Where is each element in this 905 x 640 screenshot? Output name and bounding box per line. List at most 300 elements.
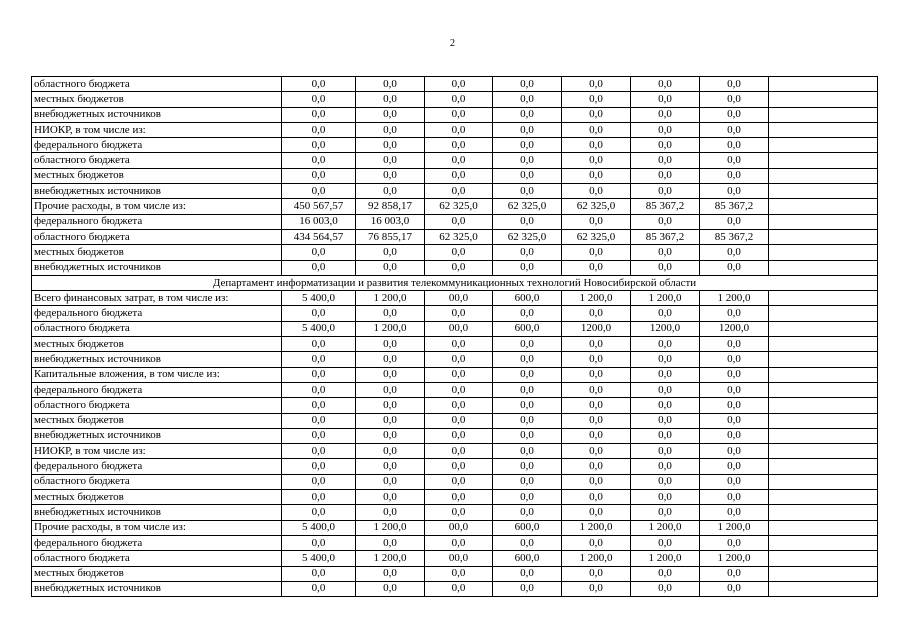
table-row bbox=[32, 138, 878, 153]
table-row bbox=[32, 459, 878, 474]
value-cell: 0,0 bbox=[562, 138, 631, 153]
table-row bbox=[32, 337, 878, 352]
empty-cell bbox=[769, 551, 878, 566]
empty-cell bbox=[769, 77, 878, 92]
value-cell: 600,0 bbox=[493, 551, 562, 566]
value-cell: 0,0 bbox=[700, 138, 769, 153]
value-cell: 0,0 bbox=[631, 214, 700, 229]
value-cell: 0,0 bbox=[700, 566, 769, 581]
empty-cell bbox=[769, 413, 878, 428]
value-cell: 0,0 bbox=[356, 107, 425, 122]
value-cell: 5 400,0 bbox=[282, 551, 356, 566]
value-cell: 0,0 bbox=[356, 306, 425, 321]
value-cell: 0,0 bbox=[562, 474, 631, 489]
value-cell: 0,0 bbox=[282, 398, 356, 413]
value-cell: 0,0 bbox=[631, 138, 700, 153]
empty-cell bbox=[769, 214, 878, 229]
value-cell: 0,0 bbox=[562, 306, 631, 321]
value-cell: 0,0 bbox=[700, 245, 769, 260]
empty-cell bbox=[769, 382, 878, 397]
table-row bbox=[32, 398, 878, 413]
empty-cell bbox=[769, 459, 878, 474]
value-cell: 0,0 bbox=[493, 138, 562, 153]
value-cell: 0,0 bbox=[425, 459, 493, 474]
empty-cell bbox=[769, 398, 878, 413]
value-cell: 0,0 bbox=[356, 382, 425, 397]
value-cell: 0,0 bbox=[700, 444, 769, 459]
value-cell: 0,0 bbox=[700, 168, 769, 183]
table-row bbox=[32, 245, 878, 260]
value-cell: 0,0 bbox=[425, 413, 493, 428]
value-cell: 0,0 bbox=[356, 260, 425, 275]
value-cell: 0,0 bbox=[631, 245, 700, 260]
value-cell: 0,0 bbox=[356, 581, 425, 596]
value-cell: 0,0 bbox=[425, 352, 493, 367]
table-row bbox=[32, 214, 878, 229]
empty-cell bbox=[769, 337, 878, 352]
empty-cell bbox=[769, 229, 878, 244]
value-cell: 0,0 bbox=[700, 413, 769, 428]
value-cell: 0,0 bbox=[562, 245, 631, 260]
value-cell: 0,0 bbox=[425, 382, 493, 397]
value-cell: 62 325,0 bbox=[425, 229, 493, 244]
value-cell: 0,0 bbox=[700, 474, 769, 489]
value-cell: 0,0 bbox=[700, 92, 769, 107]
table-row bbox=[32, 505, 878, 520]
value-cell: 0,0 bbox=[425, 337, 493, 352]
row-label: федерального бюджета bbox=[32, 138, 282, 153]
value-cell: 0,0 bbox=[700, 184, 769, 199]
empty-cell bbox=[769, 505, 878, 520]
value-cell: 0,0 bbox=[282, 184, 356, 199]
value-cell: 0,0 bbox=[425, 77, 493, 92]
value-cell: 0,0 bbox=[356, 505, 425, 520]
row-label: федерального бюджета bbox=[32, 382, 282, 397]
table-row bbox=[32, 490, 878, 505]
table-row bbox=[32, 367, 878, 382]
value-cell: 0,0 bbox=[282, 92, 356, 107]
value-cell: 0,0 bbox=[282, 153, 356, 168]
value-cell: 0,0 bbox=[493, 428, 562, 443]
value-cell: 0,0 bbox=[282, 77, 356, 92]
value-cell: 85 367,2 bbox=[631, 229, 700, 244]
value-cell: 0,0 bbox=[356, 352, 425, 367]
value-cell: 0,0 bbox=[631, 474, 700, 489]
value-cell: 434 564,57 bbox=[282, 229, 356, 244]
table-row bbox=[32, 153, 878, 168]
value-cell: 0,0 bbox=[562, 260, 631, 275]
value-cell: 1 200,0 bbox=[700, 291, 769, 306]
value-cell: 0,0 bbox=[700, 122, 769, 137]
value-cell: 0,0 bbox=[631, 107, 700, 122]
row-label: областного бюджета bbox=[32, 474, 282, 489]
value-cell: 00,0 bbox=[425, 520, 493, 535]
value-cell: 0,0 bbox=[631, 444, 700, 459]
table-row bbox=[32, 474, 878, 489]
row-label: внебюджетных источников bbox=[32, 505, 282, 520]
value-cell: 600,0 bbox=[493, 520, 562, 535]
value-cell: 5 400,0 bbox=[282, 291, 356, 306]
table-row bbox=[32, 306, 878, 321]
value-cell: 0,0 bbox=[282, 367, 356, 382]
value-cell: 0,0 bbox=[356, 444, 425, 459]
empty-cell bbox=[769, 474, 878, 489]
value-cell: 92 858,17 bbox=[356, 199, 425, 214]
value-cell: 5 400,0 bbox=[282, 520, 356, 535]
empty-cell bbox=[769, 184, 878, 199]
table-row bbox=[32, 199, 878, 214]
value-cell: 0,0 bbox=[562, 367, 631, 382]
value-cell: 0,0 bbox=[282, 138, 356, 153]
table-row bbox=[32, 428, 878, 443]
value-cell: 0,0 bbox=[700, 398, 769, 413]
value-cell: 0,0 bbox=[425, 505, 493, 520]
value-cell: 0,0 bbox=[425, 535, 493, 550]
empty-cell bbox=[769, 245, 878, 260]
value-cell: 0,0 bbox=[282, 474, 356, 489]
value-cell: 0,0 bbox=[425, 245, 493, 260]
value-cell: 0,0 bbox=[562, 490, 631, 505]
value-cell: 0,0 bbox=[356, 168, 425, 183]
value-cell: 1 200,0 bbox=[356, 321, 425, 336]
empty-cell bbox=[769, 367, 878, 382]
value-cell: 0,0 bbox=[282, 566, 356, 581]
table-row bbox=[32, 520, 878, 535]
value-cell: 0,0 bbox=[493, 367, 562, 382]
department-row bbox=[32, 275, 878, 290]
value-cell: 85 367,2 bbox=[700, 229, 769, 244]
value-cell: 0,0 bbox=[425, 153, 493, 168]
value-cell: 0,0 bbox=[282, 337, 356, 352]
page-number: 2 bbox=[450, 38, 455, 49]
row-label: федерального бюджета bbox=[32, 214, 282, 229]
empty-cell bbox=[769, 153, 878, 168]
value-cell: 1 200,0 bbox=[562, 551, 631, 566]
row-label: местных бюджетов bbox=[32, 490, 282, 505]
value-cell: 0,0 bbox=[700, 459, 769, 474]
value-cell: 0,0 bbox=[356, 92, 425, 107]
value-cell: 1 200,0 bbox=[631, 520, 700, 535]
value-cell: 1 200,0 bbox=[700, 551, 769, 566]
value-cell: 0,0 bbox=[425, 138, 493, 153]
row-label: федерального бюджета bbox=[32, 535, 282, 550]
value-cell: 0,0 bbox=[493, 505, 562, 520]
value-cell: 0,0 bbox=[425, 184, 493, 199]
value-cell: 0,0 bbox=[493, 352, 562, 367]
value-cell: 62 325,0 bbox=[493, 229, 562, 244]
value-cell: 0,0 bbox=[493, 245, 562, 260]
value-cell: 0,0 bbox=[493, 398, 562, 413]
value-cell: 0,0 bbox=[493, 382, 562, 397]
value-cell: 0,0 bbox=[562, 352, 631, 367]
value-cell: 62 325,0 bbox=[562, 229, 631, 244]
row-label: внебюджетных источников bbox=[32, 184, 282, 199]
value-cell: 0,0 bbox=[356, 413, 425, 428]
value-cell: 0,0 bbox=[631, 92, 700, 107]
value-cell: 0,0 bbox=[493, 107, 562, 122]
empty-cell bbox=[769, 535, 878, 550]
value-cell: 0,0 bbox=[700, 428, 769, 443]
value-cell: 0,0 bbox=[700, 490, 769, 505]
value-cell: 0,0 bbox=[631, 581, 700, 596]
value-cell: 0,0 bbox=[356, 153, 425, 168]
row-label: внебюджетных источников bbox=[32, 352, 282, 367]
value-cell: 1200,0 bbox=[562, 321, 631, 336]
value-cell: 0,0 bbox=[493, 122, 562, 137]
value-cell: 0,0 bbox=[356, 490, 425, 505]
value-cell: 0,0 bbox=[700, 153, 769, 168]
value-cell: 0,0 bbox=[631, 505, 700, 520]
value-cell: 0,0 bbox=[631, 122, 700, 137]
value-cell: 0,0 bbox=[631, 306, 700, 321]
empty-cell bbox=[769, 428, 878, 443]
row-label: Всего финансовых затрат, в том числе из: bbox=[32, 291, 282, 306]
value-cell: 0,0 bbox=[356, 245, 425, 260]
value-cell: 0,0 bbox=[493, 474, 562, 489]
value-cell: 00,0 bbox=[425, 291, 493, 306]
value-cell: 85 367,2 bbox=[700, 199, 769, 214]
value-cell: 0,0 bbox=[493, 535, 562, 550]
department-section-header bbox=[32, 275, 878, 290]
value-cell: 0,0 bbox=[562, 413, 631, 428]
value-cell: 0,0 bbox=[631, 459, 700, 474]
empty-cell bbox=[769, 122, 878, 137]
table-row bbox=[32, 352, 878, 367]
value-cell: 0,0 bbox=[631, 77, 700, 92]
row-label: местных бюджетов bbox=[32, 92, 282, 107]
value-cell: 00,0 bbox=[425, 551, 493, 566]
value-cell: 0,0 bbox=[282, 260, 356, 275]
row-label: местных бюджетов bbox=[32, 337, 282, 352]
table-row bbox=[32, 382, 878, 397]
table-row bbox=[32, 566, 878, 581]
value-cell: 1 200,0 bbox=[356, 520, 425, 535]
value-cell: 62 325,0 bbox=[425, 199, 493, 214]
value-cell: 0,0 bbox=[493, 306, 562, 321]
row-label: областного бюджета bbox=[32, 551, 282, 566]
empty-cell bbox=[769, 291, 878, 306]
empty-cell bbox=[769, 520, 878, 535]
value-cell: 0,0 bbox=[425, 92, 493, 107]
value-cell: 0,0 bbox=[700, 581, 769, 596]
value-cell: 0,0 bbox=[631, 490, 700, 505]
row-label: Прочие расходы, в том числе из: bbox=[32, 520, 282, 535]
value-cell: 0,0 bbox=[282, 306, 356, 321]
row-label: внебюджетных источников bbox=[32, 581, 282, 596]
value-cell: 0,0 bbox=[700, 352, 769, 367]
empty-cell bbox=[769, 321, 878, 336]
value-cell: 0,0 bbox=[700, 505, 769, 520]
value-cell: 0,0 bbox=[425, 444, 493, 459]
value-cell: 0,0 bbox=[356, 184, 425, 199]
value-cell: 1 200,0 bbox=[631, 551, 700, 566]
value-cell: 0,0 bbox=[282, 444, 356, 459]
value-cell: 0,0 bbox=[493, 337, 562, 352]
value-cell: 0,0 bbox=[631, 352, 700, 367]
value-cell: 00,0 bbox=[425, 321, 493, 336]
value-cell: 76 855,17 bbox=[356, 229, 425, 244]
value-cell: 62 325,0 bbox=[493, 199, 562, 214]
row-label: областного бюджета bbox=[32, 229, 282, 244]
value-cell: 0,0 bbox=[631, 153, 700, 168]
value-cell: 16 003,0 bbox=[356, 214, 425, 229]
value-cell: 0,0 bbox=[282, 490, 356, 505]
row-label: внебюджетных источников bbox=[32, 260, 282, 275]
value-cell: 0,0 bbox=[493, 566, 562, 581]
value-cell: 0,0 bbox=[282, 168, 356, 183]
value-cell: 0,0 bbox=[631, 413, 700, 428]
value-cell: 0,0 bbox=[493, 184, 562, 199]
table-row bbox=[32, 321, 878, 336]
empty-cell bbox=[769, 260, 878, 275]
value-cell: 5 400,0 bbox=[282, 321, 356, 336]
value-cell: 0,0 bbox=[700, 337, 769, 352]
row-label: НИОКР, в том числе из: bbox=[32, 444, 282, 459]
value-cell: 0,0 bbox=[493, 168, 562, 183]
row-label: областного бюджета bbox=[32, 398, 282, 413]
table-row bbox=[32, 260, 878, 275]
value-cell: 0,0 bbox=[282, 581, 356, 596]
value-cell: 0,0 bbox=[425, 581, 493, 596]
value-cell: 0,0 bbox=[562, 428, 631, 443]
value-cell: 0,0 bbox=[562, 168, 631, 183]
empty-cell bbox=[769, 199, 878, 214]
value-cell: 0,0 bbox=[562, 581, 631, 596]
value-cell: 0,0 bbox=[493, 77, 562, 92]
value-cell: 0,0 bbox=[425, 306, 493, 321]
table-row bbox=[32, 184, 878, 199]
value-cell: 0,0 bbox=[562, 382, 631, 397]
value-cell: 0,0 bbox=[562, 107, 631, 122]
empty-cell bbox=[769, 138, 878, 153]
value-cell: 0,0 bbox=[493, 92, 562, 107]
value-cell: 0,0 bbox=[282, 428, 356, 443]
value-cell: 0,0 bbox=[631, 260, 700, 275]
table-section-top bbox=[32, 77, 878, 276]
value-cell: 85 367,2 bbox=[631, 199, 700, 214]
row-label: НИОКР, в том числе из: bbox=[32, 122, 282, 137]
value-cell: 16 003,0 bbox=[282, 214, 356, 229]
table-row bbox=[32, 107, 878, 122]
value-cell: 0,0 bbox=[493, 214, 562, 229]
department-title: Департамент информатизации и развития телекоммуникационных технологий Новосибирской области bbox=[32, 275, 878, 290]
table-row bbox=[32, 413, 878, 428]
empty-cell bbox=[769, 107, 878, 122]
value-cell: 1 200,0 bbox=[356, 551, 425, 566]
value-cell: 0,0 bbox=[356, 367, 425, 382]
value-cell: 0,0 bbox=[493, 444, 562, 459]
value-cell: 0,0 bbox=[425, 490, 493, 505]
value-cell: 0,0 bbox=[282, 535, 356, 550]
value-cell: 1 200,0 bbox=[700, 520, 769, 535]
value-cell: 0,0 bbox=[631, 367, 700, 382]
value-cell: 0,0 bbox=[562, 444, 631, 459]
table-row bbox=[32, 122, 878, 137]
value-cell: 0,0 bbox=[493, 260, 562, 275]
value-cell: 0,0 bbox=[356, 474, 425, 489]
row-label: Прочие расходы, в том числе из: bbox=[32, 199, 282, 214]
value-cell: 1 200,0 bbox=[562, 291, 631, 306]
value-cell: 0,0 bbox=[631, 168, 700, 183]
value-cell: 0,0 bbox=[700, 367, 769, 382]
financing-table bbox=[31, 76, 878, 597]
value-cell: 0,0 bbox=[425, 260, 493, 275]
row-label: федерального бюджета bbox=[32, 459, 282, 474]
value-cell: 0,0 bbox=[562, 459, 631, 474]
value-cell: 0,0 bbox=[493, 413, 562, 428]
value-cell: 0,0 bbox=[493, 490, 562, 505]
value-cell: 0,0 bbox=[562, 122, 631, 137]
value-cell: 0,0 bbox=[562, 214, 631, 229]
value-cell: 0,0 bbox=[356, 535, 425, 550]
table-row bbox=[32, 92, 878, 107]
value-cell: 0,0 bbox=[562, 505, 631, 520]
table-row bbox=[32, 444, 878, 459]
value-cell: 0,0 bbox=[562, 184, 631, 199]
table-row bbox=[32, 535, 878, 550]
value-cell: 600,0 bbox=[493, 291, 562, 306]
value-cell: 0,0 bbox=[562, 566, 631, 581]
value-cell: 0,0 bbox=[562, 77, 631, 92]
value-cell: 0,0 bbox=[631, 535, 700, 550]
value-cell: 0,0 bbox=[700, 260, 769, 275]
value-cell: 0,0 bbox=[356, 122, 425, 137]
value-cell: 0,0 bbox=[700, 535, 769, 550]
value-cell: 0,0 bbox=[425, 367, 493, 382]
value-cell: 0,0 bbox=[425, 168, 493, 183]
value-cell: 0,0 bbox=[700, 214, 769, 229]
table-row bbox=[32, 229, 878, 244]
value-cell: 450 567,57 bbox=[282, 199, 356, 214]
row-label: областного бюджета bbox=[32, 77, 282, 92]
value-cell: 0,0 bbox=[356, 77, 425, 92]
table-row bbox=[32, 551, 878, 566]
value-cell: 0,0 bbox=[282, 382, 356, 397]
value-cell: 0,0 bbox=[562, 337, 631, 352]
value-cell: 0,0 bbox=[493, 153, 562, 168]
empty-cell bbox=[769, 352, 878, 367]
value-cell: 0,0 bbox=[562, 398, 631, 413]
empty-cell bbox=[769, 306, 878, 321]
empty-cell bbox=[769, 168, 878, 183]
value-cell: 0,0 bbox=[700, 382, 769, 397]
table-row bbox=[32, 291, 878, 306]
value-cell: 0,0 bbox=[425, 566, 493, 581]
value-cell: 0,0 bbox=[282, 107, 356, 122]
value-cell: 62 325,0 bbox=[562, 199, 631, 214]
row-label: областного бюджета bbox=[32, 153, 282, 168]
value-cell: 0,0 bbox=[631, 398, 700, 413]
row-label: местных бюджетов bbox=[32, 566, 282, 581]
value-cell: 0,0 bbox=[282, 505, 356, 520]
value-cell: 0,0 bbox=[282, 459, 356, 474]
value-cell: 0,0 bbox=[631, 428, 700, 443]
value-cell: 0,0 bbox=[356, 138, 425, 153]
row-label: местных бюджетов bbox=[32, 168, 282, 183]
value-cell: 0,0 bbox=[356, 459, 425, 474]
empty-cell bbox=[769, 92, 878, 107]
value-cell: 1200,0 bbox=[631, 321, 700, 336]
value-cell: 0,0 bbox=[356, 337, 425, 352]
value-cell: 600,0 bbox=[493, 321, 562, 336]
value-cell: 0,0 bbox=[425, 398, 493, 413]
value-cell: 0,0 bbox=[562, 535, 631, 550]
row-label: областного бюджета bbox=[32, 321, 282, 336]
value-cell: 0,0 bbox=[425, 428, 493, 443]
value-cell: 0,0 bbox=[425, 122, 493, 137]
row-label: местных бюджетов bbox=[32, 245, 282, 260]
value-cell: 0,0 bbox=[631, 337, 700, 352]
